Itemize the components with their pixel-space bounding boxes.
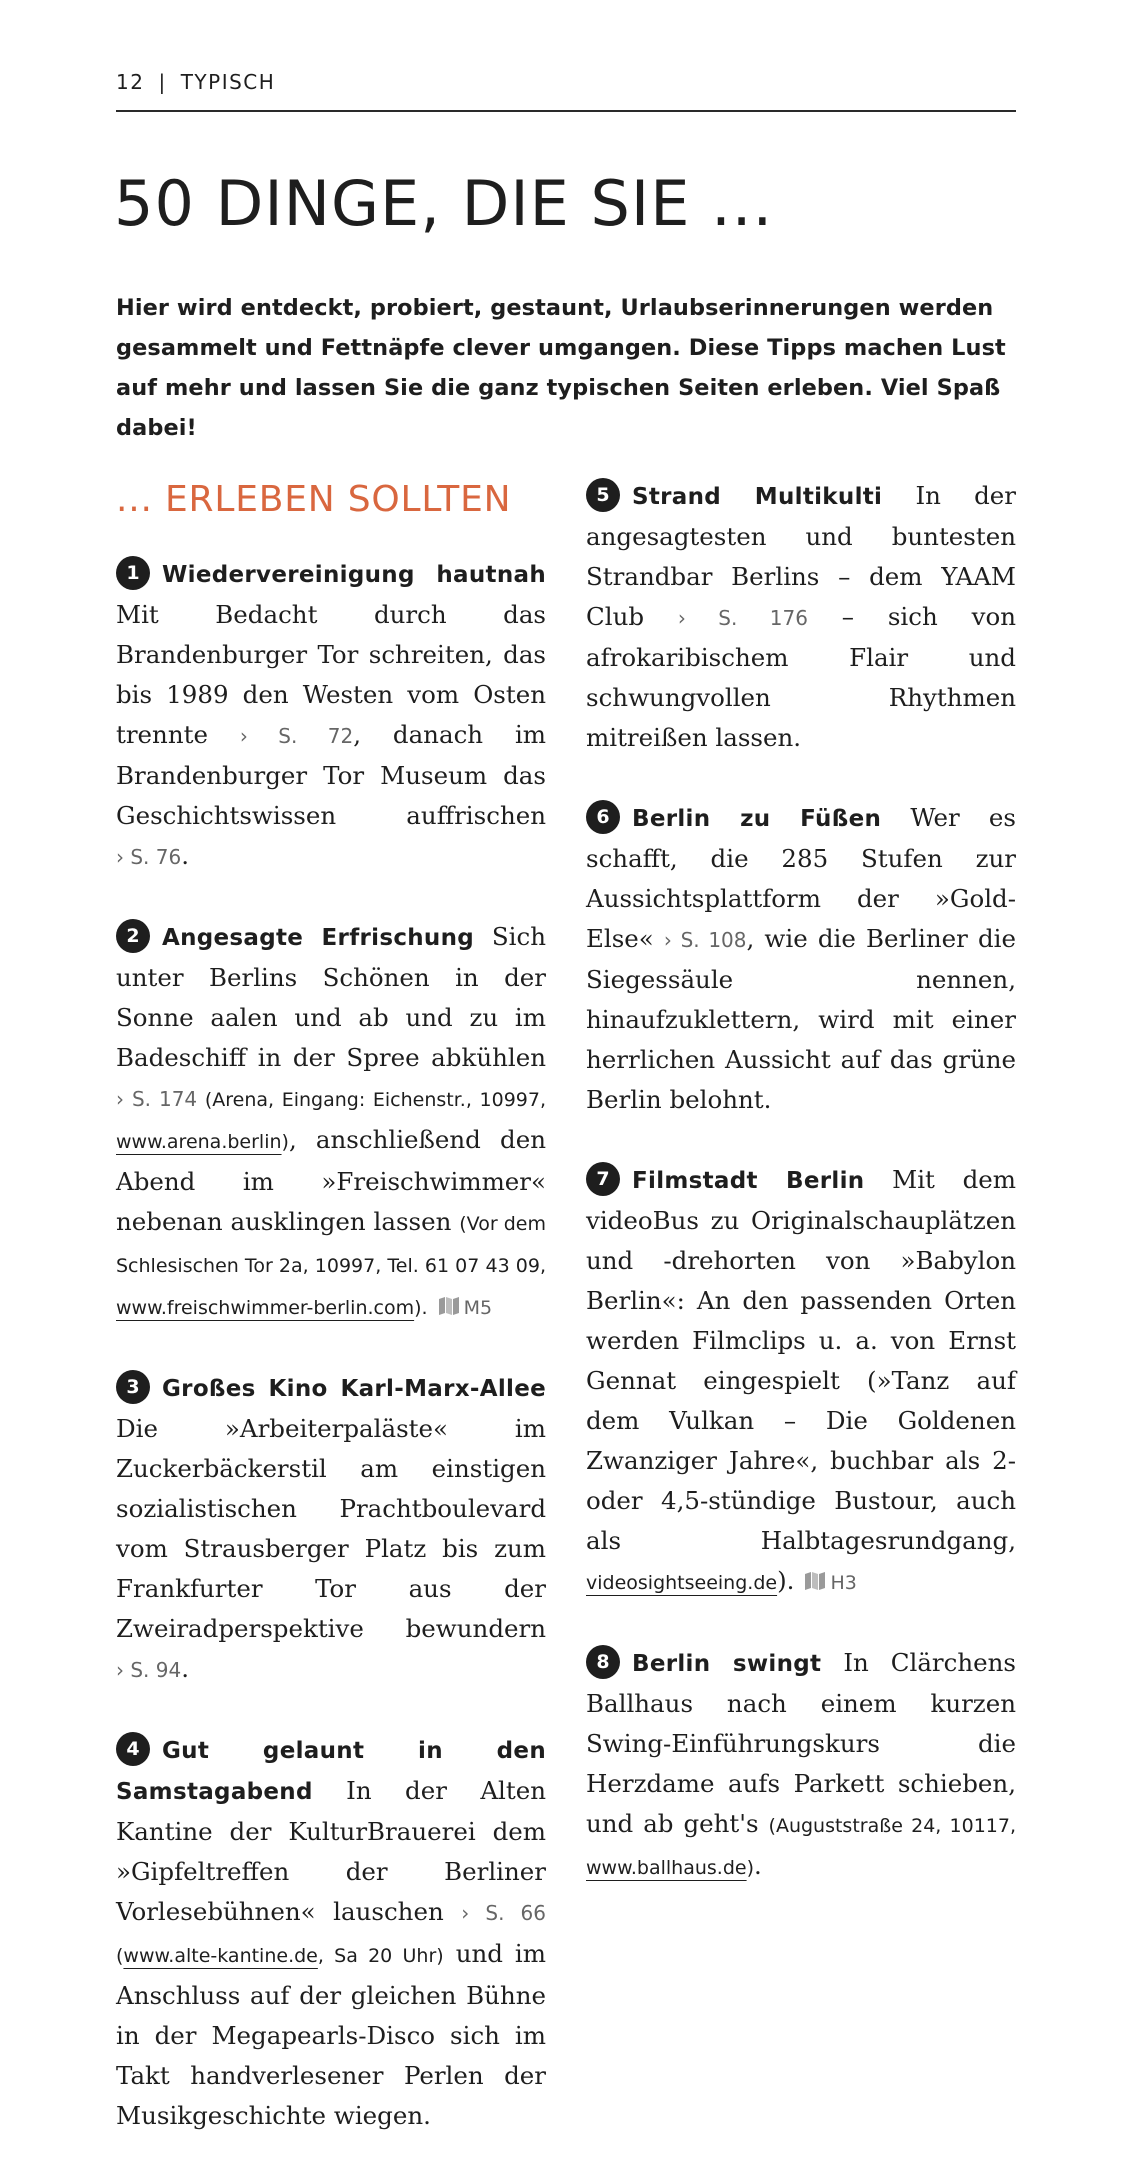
website-link[interactable]: videosightseeing.de xyxy=(586,1572,778,1594)
tip-text-end: . xyxy=(181,1654,190,1683)
tip-title: Berlin zu Füßen xyxy=(632,806,882,832)
page-reference[interactable]: › S. 108 xyxy=(663,928,747,952)
tip-number-badge: 3 xyxy=(116,1370,150,1404)
address-text: (Auguststraße 24, 10117, xyxy=(768,1815,1017,1837)
website-link[interactable]: www.alte-kantine.de xyxy=(123,1945,318,1967)
section-label: TYPISCH xyxy=(180,70,276,94)
address-text: ) xyxy=(281,1131,289,1153)
tip-text: Die »Arbeiterpaläste« im Zuckerbäckerstil am einstigen sozialistischen Prachtboulevard vom Strausberger Platz bis zum Frankfurter Tor aus der Zweiradperspektive bewundern xyxy=(116,1414,546,1643)
tip-text-end: . xyxy=(181,841,190,870)
tip-number-badge: 8 xyxy=(586,1645,620,1679)
page-reference[interactable]: › S. 94 xyxy=(116,1658,182,1682)
address-text: (Vor dem Schlesischen Tor 2a, 10997, Tel. 61 07 43 09, xyxy=(116,1213,546,1277)
tip-text: Mit dem videoBus zu Originalschauplätzen und -drehorten von »Babylon Berlin«: An den passenden Orten werden Filmclips u. a. von Ernst Gennat eingespielt (»Tanz auf dem Vulkan – Die Goldenen Zwanziger Jahre«, buchbar als 2- oder 4,5-stündige Bustour, auch als Halbtagesrundgang, xyxy=(586,1165,1016,1555)
page-reference[interactable]: › S. 76 xyxy=(116,845,182,869)
address-text: ) xyxy=(746,1857,755,1879)
tip-2 xyxy=(116,917,546,1328)
tip-text: Wer es schafft, die 285 Stufen zur Aussichtsplattform der »Gold-Else« xyxy=(586,803,1016,953)
address-text: ). xyxy=(414,1297,428,1319)
tip-title: Großes Kino Karl-Marx-Allee xyxy=(162,1376,546,1402)
tip-title: Filmstadt Berlin xyxy=(632,1168,865,1194)
map-reference[interactable]: H3 xyxy=(830,1572,857,1594)
tip-number-badge: 6 xyxy=(586,800,620,834)
page-reference[interactable]: › S. 66 xyxy=(461,1901,546,1925)
tip-title: Wiedervereinigung hautnah xyxy=(162,562,546,588)
tip-5 xyxy=(586,476,1016,758)
map-reference[interactable]: M5 xyxy=(463,1297,493,1319)
tip-8 xyxy=(586,1643,1016,1888)
page-reference[interactable]: › S. 174 xyxy=(116,1087,198,1111)
tip-text: , danach im Brandenburger Tor Museum das Geschichtswissen auffrischen xyxy=(116,720,547,830)
address-text: ( xyxy=(116,1945,124,1967)
tip-7 xyxy=(586,1160,1016,1603)
page-header xyxy=(116,70,1016,112)
page-reference[interactable]: › S. 72 xyxy=(239,724,354,748)
tip-text: In der angesagtesten und buntesten Strandbar Berlins – dem YAAM Club xyxy=(586,481,1016,631)
map-icon xyxy=(438,1288,460,1308)
tip-text: ). xyxy=(777,1566,795,1595)
address-text: (Arena, Eingang: Eichenstr., 10997, xyxy=(197,1089,546,1111)
tip-number-badge: 1 xyxy=(116,556,150,590)
tip-text: , anschließend den Abend im »Freischwimmer« nebenan ausklingen lassen xyxy=(116,1125,546,1236)
tip-number-badge: 5 xyxy=(586,478,620,512)
intro-text: Hier wird entdeckt, probiert, gestaunt, Urlaubserinnerungen werden gesammelt und Fettnäpfe clever umgangen. Diese Tipps machen Lust auf mehr und lassen Sie die ganz typischen Seiten erleben. Viel Spaß dabei! xyxy=(116,295,1006,441)
section-title: ... ERLEBEN SOLLTEN xyxy=(116,479,512,520)
tip-3 xyxy=(116,1368,546,1690)
tip-text: , wie die Berliner die Siegessäule nennen, hinaufzuklettern, wird mit einer herrlichen Aussicht auf das grüne Berlin belohnt. xyxy=(586,924,1016,1114)
website-link[interactable]: www.ballhaus.de xyxy=(586,1857,747,1879)
tip-title: Angesagte Erfrischung xyxy=(162,925,475,951)
map-icon xyxy=(804,1563,826,1583)
page-title: 50 DINGE, DIE SIE ... xyxy=(114,167,774,240)
page-reference[interactable]: › S. 176 xyxy=(677,606,808,630)
tip-text-end: . xyxy=(754,1851,762,1880)
website-link[interactable]: www.arena.berlin xyxy=(116,1131,282,1153)
tip-text: In der Alten Kantine der KulturBrauerei dem »Gipfeltreffen der Berliner Vorlesebühnen« lauschen xyxy=(116,1776,546,1926)
tip-text: und im Anschluss auf der gleichen Bühne in der Megapearls-Disco sich im Takt handverlesener Perlen der Musikgeschichte wiegen. xyxy=(116,1939,547,2130)
tip-number-badge: 2 xyxy=(116,919,150,953)
tip-6 xyxy=(586,798,1016,1120)
tip-text: Mit Bedacht durch das Brandenburger Tor schreiten, das bis 1989 den Westen vom Osten trennte xyxy=(116,600,546,749)
tip-1 xyxy=(116,554,546,877)
tip-title: Strand Multikulti xyxy=(632,484,883,510)
tip-text: In Clärchens Ballhaus nach einem kurzen Swing-Einführungskurs die Herzdame aufs Parkett schieben, und ab geht's xyxy=(586,1648,1016,1838)
tip-text: – sich von afrokaribischem Flair und schwungvollen Rhythmen mitreißen lassen. xyxy=(586,602,1016,752)
tip-title: Gut gelaunt in den Samstagabend xyxy=(116,1738,546,1805)
tip-text: Sich unter Berlins Schönen in der Sonne aalen und ab und zu im Badeschiff in der Spree abkühlen xyxy=(116,922,546,1072)
address-text: , Sa 20 Uhr) xyxy=(317,1945,444,1967)
tip-number-badge: 7 xyxy=(586,1162,620,1196)
header-separator: | xyxy=(158,70,167,94)
website-link[interactable]: www.freischwimmer-berlin.com xyxy=(116,1297,415,1319)
tip-number-badge: 4 xyxy=(116,1732,150,1766)
right-column xyxy=(586,476,1016,1928)
page-number: 12 xyxy=(116,70,145,94)
tip-title: Berlin swingt xyxy=(632,1651,822,1677)
left-column xyxy=(116,476,546,2176)
tip-4 xyxy=(116,1730,546,2136)
